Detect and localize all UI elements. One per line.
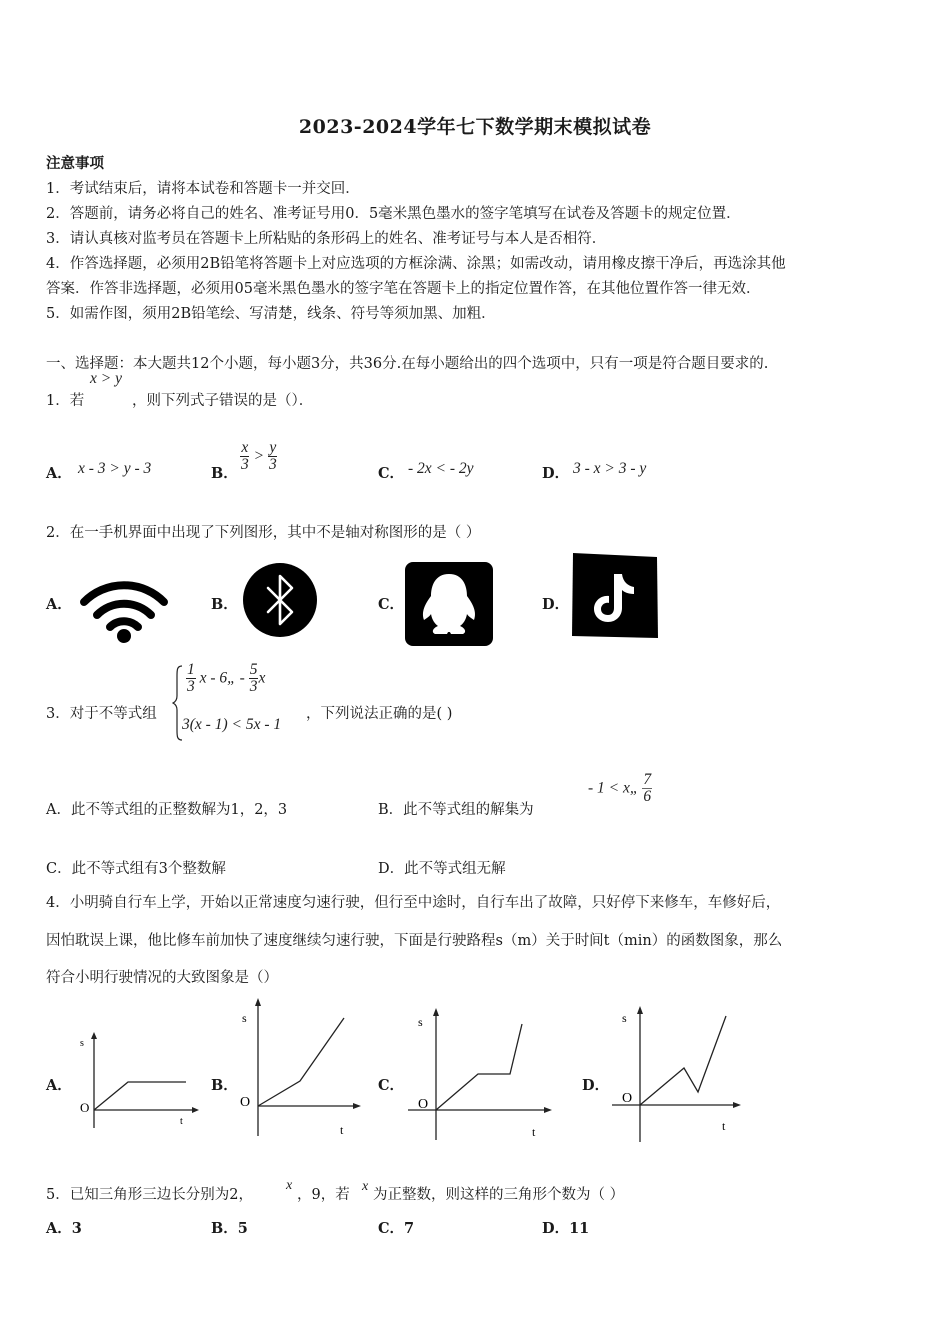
axis-s-label: s <box>242 1011 247 1025</box>
q1-option-a: x - 3 > y - 3 <box>78 460 152 477</box>
q1-option-d-label: D． <box>542 465 570 482</box>
q3-option-b-math <box>588 772 652 806</box>
q4-option-b-label: B． <box>211 1077 238 1094</box>
q2-option-c-label: C． <box>378 596 405 613</box>
q3-n1: 1 <box>187 661 195 678</box>
q4-graph-d <box>608 1004 744 1144</box>
q2-option-d-label: D． <box>542 596 570 613</box>
q3-inequality-1 <box>186 662 265 696</box>
q4-graph-c <box>404 1006 556 1142</box>
q3-tail: x <box>258 669 266 687</box>
q2-stem: 2．在一手机界面中出现了下列图形，其中不是轴对称图形的是（ ） <box>46 525 481 541</box>
q1-option-b <box>240 440 278 474</box>
notice-item: 5．如需作图，须用2B铅笔绘、写清楚，线条、符号等须加黑、加粗． <box>46 306 496 322</box>
q5-option-a: A．3 <box>46 1220 82 1237</box>
q3-option-a: A．此不等式组的正整数解为1，2，3 <box>46 802 288 818</box>
q4-graph-b <box>236 996 366 1138</box>
q3-b-den: 6 <box>643 788 652 806</box>
q5-var-x: x <box>362 1179 369 1194</box>
q4-graph-a <box>76 1030 206 1134</box>
q1-condition: x > y <box>90 370 122 387</box>
q1-option-c-label: C． <box>378 465 405 482</box>
q4-option-a-label: A． <box>46 1077 72 1094</box>
q5-stem-suffix: 为正整数，则这样的三角形个数为（ ） <box>373 1187 625 1203</box>
q4-stem-line: 4．小明骑自行车上学，开始以正常速度匀速行驶，但行至中途时，自行车出了故障，只好停下来修车，车修好后， <box>46 895 781 911</box>
q3-d1: 3 <box>187 678 195 696</box>
notice-item: 2．答题前，请务必将自己的姓名、准考证号用0．5毫米黑色墨水的签字笔填写在试卷及答题卡的规定位置． <box>46 206 741 222</box>
q2-option-b-label: B． <box>211 596 238 613</box>
notice-item: 4．作答选择题，必须用2B铅笔将答题卡上对应选项的方框涂满、涂黑；如需改动，请用橡皮擦干净后，再选涂其他 <box>46 256 786 272</box>
q1-b-den2: 3 <box>268 456 277 474</box>
origin-label: O <box>418 1097 429 1112</box>
q5-stem-mid: ，9，若 <box>297 1187 350 1203</box>
q1-stem-prefix: 1．若 <box>46 393 85 409</box>
axis-t-label: t <box>340 1123 344 1137</box>
q3-stem-suffix: ，下列说法正确的是( ) <box>306 706 453 722</box>
page-title: 2023-2024学年七下数学期末模拟试卷 <box>298 116 652 138</box>
q3-d2: 3 <box>249 678 258 696</box>
q4-option-d-label: D． <box>582 1077 610 1094</box>
axis-s-label: s <box>80 1038 84 1049</box>
q3-mid: x - 6„ - <box>199 669 245 687</box>
q5-stem-prefix: 5．已知三角形三边长分别为2， <box>46 1187 253 1203</box>
q5-var-x: x <box>286 1178 293 1193</box>
q3-option-d: D．此不等式组无解 <box>378 861 506 877</box>
axis-t-label: t <box>722 1119 726 1133</box>
notice-item: 1．考试结束后，请将本试卷和答题卡一并交回． <box>46 181 360 197</box>
q3-option-c: C．此不等式组有3个整数解 <box>46 861 226 877</box>
axis-s-label: s <box>622 1011 627 1025</box>
q4-option-c-label: C． <box>378 1077 405 1094</box>
origin-label: O <box>622 1091 633 1106</box>
bluetooth-icon <box>242 562 318 638</box>
q1-b-op: > <box>253 447 265 465</box>
axis-t-label: t <box>532 1125 536 1139</box>
origin-label: O <box>80 1100 90 1115</box>
q1-b-den1: 3 <box>241 456 249 474</box>
q5-option-c: C．7 <box>378 1220 415 1237</box>
q5-option-b: B．5 <box>211 1220 248 1237</box>
q4-stem-line: 符合小明行驶情况的大致图象是（） <box>46 970 278 986</box>
axis-t-label: t <box>180 1116 183 1127</box>
qq-penguin-icon <box>405 562 493 646</box>
section-heading: 一、选择题：本大题共12个小题，每小题3分，共36分.在每小题给出的四个选项中，只有一项是符合题目要求的. <box>46 356 769 372</box>
q1-b-num1: x <box>241 439 249 456</box>
q3-option-b: B．此不等式组的解集为 <box>378 802 534 818</box>
notice-heading: 注意事项 <box>46 155 104 172</box>
origin-label: O <box>240 1095 251 1110</box>
q1-option-c: - 2x < - 2y <box>408 460 474 477</box>
q3-n2: 5 <box>249 661 258 678</box>
q2-option-a-label: A． <box>46 596 72 613</box>
q1-option-b-label: B． <box>211 465 238 482</box>
notice-item: 3．请认真核对监考员在答题卡上所粘贴的条形码上的姓名、准考证号与本人是否相符． <box>46 231 607 247</box>
tiktok-icon <box>570 552 660 640</box>
q1-option-d: 3 - x > 3 - y <box>573 460 647 477</box>
q4-stem-line: 因怕耽误上课，他比修车前加快了速度继续匀速行驶，下面是行驶路程s（m）关于时间t（min）的函数图象，那么 <box>46 933 783 949</box>
axis-s-label: s <box>418 1015 423 1029</box>
q3-inequality-2: 3(x - 1) < 5x - 1 <box>182 716 282 733</box>
wifi-icon <box>78 575 170 645</box>
q3-b-num: 7 <box>643 771 652 788</box>
q3-stem-prefix: 3．对于不等式组 <box>46 706 157 722</box>
q1-option-a-label: A． <box>46 465 72 482</box>
q3-b-lead: - 1 < x„ <box>588 779 639 797</box>
notice-item: 答案．作答非选择题，必须用05毫米黑色墨水的签字笔在答题卡上的指定位置作答，在其他位置作答一律无效． <box>46 281 761 297</box>
q1-b-num2: y <box>269 439 277 456</box>
q1-stem-suffix: ，则下列式子错误的是（）． <box>132 393 314 409</box>
q5-option-d: D．11 <box>542 1220 590 1237</box>
